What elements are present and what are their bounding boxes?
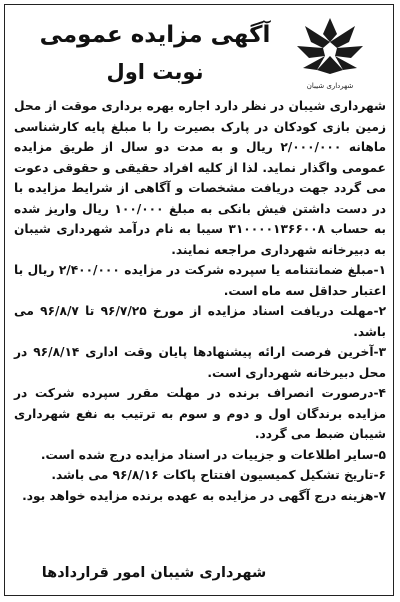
condition-item-3: ۳-آخرین فرصت ارائه پیشنهادها پایان وقت اداری ۹۶/۸/۱۴ در محل دبیرخانه شهرداری است. — [14, 345, 387, 380]
intro-paragraph: شهرداری شیبان در نظر دارد اجاره بهره برداری موقت از محل زمین بازی کودکان در پارک بصیرت را با مبلغ پایه کارشناسی ماهانه ۲/۰۰۰/۰۰۰ ریال و به مدت دو سال از طریق مزایده عمومی واگذار نماید. لذا از کلیه افراد حقیقی و حقوقی دعوت می گردد جهت دریافت مشخصات و آگاهی از شرایط مزایده با در دست داشتن فیش بانکی به مبلغ ۱۰۰/۰۰۰ ریال واریز شده به حساب ۳۱۰۰۰۰۱۳۶۶۰۰۸ سیبا به نام درآمد شهرداری شیبان به دبیرخانه شهرداری مراجعه نمایند. — [14, 99, 387, 257]
condition-item-6: ۶-تاریخ تشکیل کمیسیون افتتاح پاکات ۹۶/۸/۱۶ می باشد. — [51, 468, 386, 482]
municipality-emblem-icon — [285, 12, 375, 92]
notice-title: آگهی مزایده عمومی — [39, 22, 271, 48]
logo-caption: شهرداری شیبان — [306, 82, 354, 90]
condition-item-5: ۵-سایر اطلاعات و جزییات در اسناد مزایده درج شده است. — [40, 447, 386, 462]
notice-body — [14, 96, 386, 506]
condition-item-2: ۲-مهلت دریافت اسناد مزایده از مورخ ۹۶/۷/۲۵ تا ۹۶/۸/۷ می باشد. — [14, 304, 387, 339]
condition-item-1: ۱-مبلغ ضمانتنامه یا سپرده شرکت در مزایده ۲/۴۰۰/۰۰۰ ریال با اعتبار حداقل سه ماه است. — [14, 263, 387, 298]
condition-item-4: ۴-درصورت انصراف برنده در مهلت مقرر سپرده شرکت در مزایده برندگان اول و دوم و سوم به ترتیب به نفع شهرداری شیبان ضبط می گردد. — [14, 386, 386, 441]
emblem-graphic-icon — [285, 12, 375, 82]
signature-line: شهرداری شیبان امور قراردادها — [41, 565, 267, 581]
notice-subtitle: نوبت اول — [106, 60, 204, 84]
condition-item-7: ۷-هزینه درج آگهی در مزایده به عهده برنده مزایده خواهد بود. — [22, 488, 386, 503]
